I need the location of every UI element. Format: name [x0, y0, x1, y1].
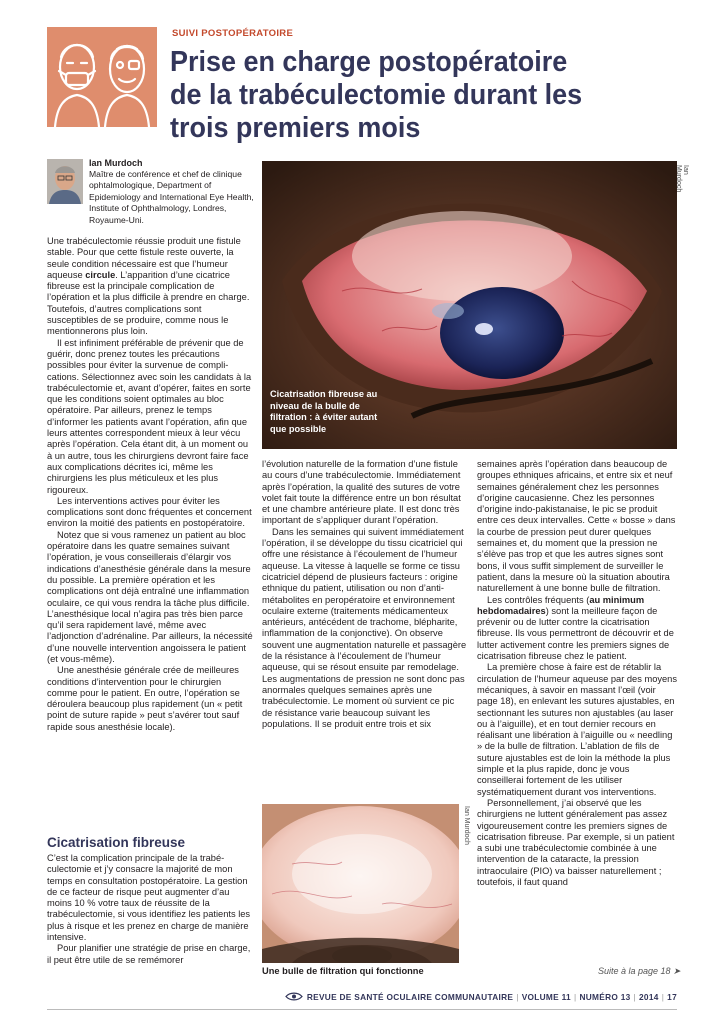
- author-bio: Maître de conférence et chef de clinique ophtalmologique, Department of Epidemiology and International Eye Health, Institute of Ophthalmology, Londres, Royaume-Uni.: [89, 169, 254, 225]
- paragraph-1-part-c: . L’apparition d’une cicatrice fibreuse est la principale complication de l’opération et la plus difficile à prendre en charge. Toutefois, d’autres complications sont susceptibles de se produire, comme nous le mentionnerons plus loin.: [47, 269, 250, 337]
- paragraph-1-part-a: Une trabéculectomie réussie produit une fistule stable. Pour que cette fistule reste ouverte, la seule condition nécessaire est que l’humeur aqueuse: [47, 236, 241, 280]
- footer-divider: [47, 1009, 677, 1010]
- column-1-lower: [47, 853, 253, 966]
- footer-journal: REVUE DE SANTÉ OCULAIRE COMMUNAUTAIRE: [306, 992, 514, 1002]
- main-photo-caption: Cicatrisation fibreuse au niveau de la bulle de filtration : à éviter autant que possible: [270, 389, 378, 434]
- paragraph-2: Il est infiniment préférable de prévenir que de guérir, donc prenez toutes les précautions possibles pour éviter la survenue de complications. Sélectionnez avec soin les candidats à la trabéculectomie et, avant d’opérer, faites en sorte que les conditions soient optimales au bloc opératoire. Par ailleurs, prenez le temps d’informer les patients avant l’opération, afin que leurs attentes correspondent mieux à leur vécu après l’opération. Cela étant dit, à un moment ou à un autre, tous les chirurgiens devront faire face aux complications décrites ici, même les chirurgiens les plus méticuleux et les plus rigoureux.: [47, 337, 252, 495]
- author-name: Ian Murdoch: [89, 158, 143, 168]
- functioning-bleb-eye-image: [262, 804, 459, 963]
- footer-number: NUMÉRO 13: [579, 992, 631, 1002]
- col3-paragraph-2: [477, 595, 677, 663]
- col2-paragraph-2: Dans les semaines qui suivent immédiatement l’opération, il se développe du tissu cicatriciel qui offre une résistance à l’écoulement de l’humeur aqueuse. La vitesse à laquelle se forme ce tissu cicatriciel dépend de plusieurs facteurs : origine ethnique du patient, utilisation ou non d’anti-métabolites en peropératoire et environnement oculaire externe (traitements médicamenteux antérieurs, antécédent de trachome, blépharite, inflammation de la conjonctive). On observe souvent une augmentation naturelle et passagère de la résistance à l’écoulement de l’humeur aqueuse, qui se résout ensuite par remodelage. Les augmentations de pression ne sont donc pas anormales quelques semaines après une trabéculectomie. Le moment où survient ce pic de résistance varie beaucoup suivant les populations. Il se produit entre trois et six: [262, 526, 467, 729]
- emphasis-circule: circule: [85, 269, 116, 280]
- col3-paragraph-2-part-c: ) sont la meilleure façon de prévenir ou de lutter contre la cicatrisation fibreuse. Ils vous permettront de découvrir et de lutter activement contre les premiers signes de cicatrisation fibreuse chez le patient.: [477, 605, 674, 662]
- emphasis-hebdomadaires: au minimum hebdomadaires: [477, 594, 645, 616]
- col3-paragraph-3: La première chose à faire est de rétablir la circulation de l’humeur aqueuse par des moyens mécaniques, à savoir en massant l’œil (voir page 18), en enlevant les sutures ajustables, en sectionnant les sutures non ajustables (au laser ou à l’aiguille), et en tout dernier recours en réalisant une libération à l’aiguille ou « needling » de la bulle de filtration. L’ablation de fils de suture ajustables est de loin la méthode la plus simple et la plus rapide, donc je vous conseillerai fortement de les utiliser systématiquement durant vos interventions.: [477, 662, 677, 797]
- paragraph-7: Pour planifier une stratégie de prise en charge, il peut être utile de se remémorer: [47, 943, 251, 965]
- section-logo-illustration: [47, 27, 157, 127]
- bottom-photo-credit: Ian Murdoch: [463, 806, 470, 845]
- title-line-2: de la trabéculectomie durant les: [170, 79, 583, 111]
- title-line-3: trois premiers mois: [170, 112, 421, 144]
- section-label: SUIVI POSTOPÉRATOIRE: [172, 28, 294, 39]
- bottom-photo-caption: Une bulle de filtration qui fonctionne: [262, 966, 424, 976]
- col3-paragraph-1: semaines après l’opération dans beaucoup de groupes ethniques africains, et entre six et neuf semaines généralement chez les personnes d’origine caucasienne. Chez les personnes d’origine indo-pakistanaise, le pic se produit entre ces deux intervalles. Cette « bosse » dans la courbe de pression peut durer quelques semaines et, du moment que la pression ne s’élève pas trop et que les autres signes sont bons, il vous suffit simplement de surveiller le patient, dans la mesure où la situation aboutira naturellement à une bonne bulle de filtration.: [477, 459, 676, 594]
- col3-paragraph-4: Personnellement, j’ai observé que les chirurgiens ne luttent généralement pas assez vigoureusement contre les premiers signes de cicatrisation fibreuse. Par exemple, si un patient a subi une trabéculectomie combinée à une intervention de la cataracte, la pression intraoculaire (PIO) va baisser naturellement ; toutefois, il faut quand: [477, 797, 675, 887]
- footer-separator: |: [633, 992, 637, 1002]
- column-3: [477, 459, 677, 888]
- article-title: [170, 46, 654, 145]
- author-photo: [47, 159, 83, 204]
- col3-paragraph-2-part-a: Les contrôles fréquents (: [487, 594, 590, 605]
- paragraph-1: [47, 236, 253, 338]
- continued-on-page: Suite à la page 18 ➤: [598, 966, 681, 976]
- title-line-1: Prise en charge postopératoire: [170, 46, 568, 78]
- page-footer: [0, 992, 677, 1003]
- col2-paragraph-1: l’évolution naturelle de la formation d’une fistule au cours d’une trabéculectomie. Immédiatement après l’opération, la qualité des sutures de votre volet fait toute la différence entre un bon résultat et une chambre antérieure plate. Il est donc très important de s’appliquer durant l’opération.: [262, 459, 461, 526]
- author-portrait-icon: [47, 159, 83, 204]
- column-2: [262, 459, 467, 730]
- doctor-and-patient-illustration: [47, 27, 157, 127]
- eye-icon: [285, 992, 303, 1003]
- footer-separator: |: [516, 992, 519, 1002]
- paragraph-6: C’est la complication principale de la trabéculectomie et j’y consacre la majorité de mon temps en consultation postopératoire. La gestion de ce facteur de risque peut augmenter d’au moins 10 % votre taux de réussite de la trabéculectomie, si vous identifiez les patients les plus à risque et les prenez en charge de manière intensive.: [47, 853, 251, 943]
- subheading-cicatrisation: Cicatrisation fibreuse: [47, 835, 186, 850]
- footer-separator: |: [573, 992, 577, 1002]
- footer-volume: VOLUME 11: [521, 992, 571, 1002]
- paragraph-5: Une anesthésie générale crée de meilleures conditions d’intervention pour le chirurgien comme pour le patient. En outre, l’opération se déroulera beaucoup plus rapidement (un « petit point de suture rapide » peut s’avérer tout sauf rapide sous anesthésie locale).: [47, 665, 243, 732]
- footer-year: 2014: [639, 992, 659, 1002]
- column-1: [47, 236, 253, 733]
- footer-separator: |: [661, 992, 665, 1002]
- paragraph-4: Notez que si vous ramenez un patient au bloc opératoire dans les quatre semaines suivant l’opération, je vous conseillerais d’élargir vos indications d’anesthésie générale dans la mesure du possible. La première opération et les complications ont déjà entraîné une inflammation oculaire, ce qui vous rendra la tâche plus difficile. L’anesthésique local n’agira pas très bien parce qu’il sera rapidement lavé, même avec l’adjonction d’adrénaline. Par ailleurs, la nécessité d’une nouvelle intervention angoissera le patient (et vous-même).: [47, 529, 253, 664]
- main-photo-credit: Ian Murdoch: [675, 165, 689, 193]
- bottom-eye-photo: [262, 804, 459, 963]
- paragraph-3: Les interventions actives pour éviter les complications sont donc fréquentes et concernent environ la moitié des patients en postopératoire.: [47, 495, 252, 529]
- page-number: 17: [667, 992, 677, 1002]
